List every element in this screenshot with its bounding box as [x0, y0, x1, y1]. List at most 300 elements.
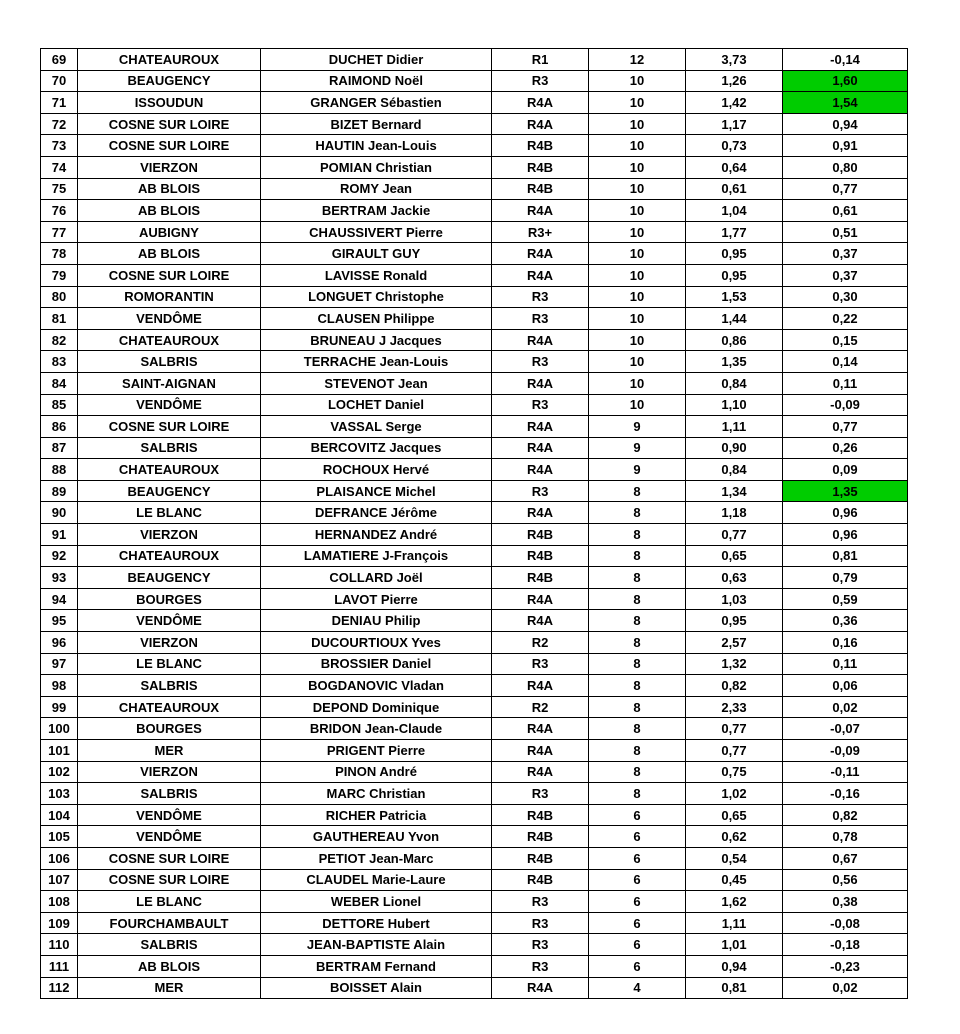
- cell-points: 6: [589, 891, 686, 913]
- cell-club: AB BLOIS: [78, 178, 261, 200]
- cell-rank: 87: [41, 437, 78, 459]
- table-row: [41, 524, 908, 546]
- cell-rank: 93: [41, 567, 78, 589]
- cell-player-name: LAMATIERE J-François: [261, 545, 492, 567]
- cell-delta: 0,80: [783, 156, 908, 178]
- cell-rank: 72: [41, 113, 78, 135]
- cell-club: MER: [78, 740, 261, 762]
- cell-delta: 0,78: [783, 826, 908, 848]
- cell-rank: 101: [41, 740, 78, 762]
- cell-club: FOURCHAMBAULT: [78, 912, 261, 934]
- cell-player-name: BIZET Bernard: [261, 113, 492, 135]
- cell-delta: -0,11: [783, 761, 908, 783]
- cell-category: R3: [492, 955, 589, 977]
- cell-points: 8: [589, 675, 686, 697]
- cell-average: 1,35: [686, 351, 783, 373]
- cell-player-name: TERRACHE Jean-Louis: [261, 351, 492, 373]
- table-row: [41, 675, 908, 697]
- cell-rank: 96: [41, 632, 78, 654]
- cell-category: R4B: [492, 869, 589, 891]
- cell-rank: 84: [41, 372, 78, 394]
- table-row: [41, 416, 908, 438]
- table-row: [41, 783, 908, 805]
- cell-points: 8: [589, 610, 686, 632]
- cell-points: 10: [589, 113, 686, 135]
- cell-rank: 88: [41, 459, 78, 481]
- cell-points: 8: [589, 567, 686, 589]
- cell-player-name: LAVOT Pierre: [261, 588, 492, 610]
- cell-average: 0,95: [686, 264, 783, 286]
- cell-delta: 0,02: [783, 696, 908, 718]
- cell-average: 0,94: [686, 955, 783, 977]
- cell-player-name: ROCHOUX Hervé: [261, 459, 492, 481]
- table-row: [41, 934, 908, 956]
- cell-delta: 0,11: [783, 372, 908, 394]
- cell-rank: 79: [41, 264, 78, 286]
- cell-player-name: COLLARD Joël: [261, 567, 492, 589]
- cell-player-name: BOISSET Alain: [261, 977, 492, 999]
- cell-average: 1,10: [686, 394, 783, 416]
- cell-player-name: PRIGENT Pierre: [261, 740, 492, 762]
- cell-points: 10: [589, 70, 686, 92]
- table-row: [41, 955, 908, 977]
- cell-category: R3: [492, 394, 589, 416]
- cell-category: R4B: [492, 847, 589, 869]
- cell-average: 2,57: [686, 632, 783, 654]
- table-row: [41, 632, 908, 654]
- cell-club: ISSOUDUN: [78, 92, 261, 114]
- cell-club: CHATEAUROUX: [78, 329, 261, 351]
- cell-player-name: POMIAN Christian: [261, 156, 492, 178]
- cell-player-name: CHAUSSIVERT Pierre: [261, 221, 492, 243]
- cell-category: R4B: [492, 156, 589, 178]
- cell-rank: 109: [41, 912, 78, 934]
- cell-category: R4A: [492, 610, 589, 632]
- table-row: [41, 156, 908, 178]
- cell-delta: 0,67: [783, 847, 908, 869]
- cell-average: 1,44: [686, 308, 783, 330]
- cell-category: R4A: [492, 675, 589, 697]
- cell-club: AB BLOIS: [78, 200, 261, 222]
- cell-points: 8: [589, 761, 686, 783]
- cell-delta: 0,51: [783, 221, 908, 243]
- cell-rank: 77: [41, 221, 78, 243]
- cell-average: 1,26: [686, 70, 783, 92]
- cell-points: 8: [589, 545, 686, 567]
- cell-delta: 0,16: [783, 632, 908, 654]
- cell-delta: 0,30: [783, 286, 908, 308]
- table-row: [41, 588, 908, 610]
- cell-player-name: GRANGER Sébastien: [261, 92, 492, 114]
- cell-delta: -0,09: [783, 740, 908, 762]
- cell-club: AB BLOIS: [78, 243, 261, 265]
- table-row: [41, 243, 908, 265]
- cell-club: BEAUGENCY: [78, 480, 261, 502]
- cell-club: CHATEAUROUX: [78, 696, 261, 718]
- cell-category: R1: [492, 49, 589, 71]
- table-row: [41, 718, 908, 740]
- cell-category: R4A: [492, 113, 589, 135]
- cell-club: BOURGES: [78, 718, 261, 740]
- cell-average: 0,82: [686, 675, 783, 697]
- cell-category: R3: [492, 351, 589, 373]
- cell-points: 10: [589, 286, 686, 308]
- cell-average: 0,54: [686, 847, 783, 869]
- cell-category: R4A: [492, 977, 589, 999]
- cell-player-name: LAVISSE Ronald: [261, 264, 492, 286]
- cell-player-name: RAIMOND Noël: [261, 70, 492, 92]
- cell-points: 10: [589, 329, 686, 351]
- cell-category: R3: [492, 891, 589, 913]
- cell-average: 3,73: [686, 49, 783, 71]
- cell-average: 1,02: [686, 783, 783, 805]
- cell-category: R4B: [492, 135, 589, 157]
- cell-average: 0,65: [686, 804, 783, 826]
- cell-delta: -0,23: [783, 955, 908, 977]
- cell-player-name: BOGDANOVIC Vladan: [261, 675, 492, 697]
- cell-category: R4A: [492, 740, 589, 762]
- cell-points: 9: [589, 437, 686, 459]
- cell-rank: 99: [41, 696, 78, 718]
- cell-average: 1,32: [686, 653, 783, 675]
- cell-category: R4B: [492, 567, 589, 589]
- cell-delta: 0,14: [783, 351, 908, 373]
- ranking-table-body: [41, 49, 908, 999]
- cell-player-name: GIRAULT GUY: [261, 243, 492, 265]
- cell-club: SAINT-AIGNAN: [78, 372, 261, 394]
- cell-rank: 100: [41, 718, 78, 740]
- cell-points: 4: [589, 977, 686, 999]
- cell-club: VENDÔME: [78, 308, 261, 330]
- cell-player-name: CLAUSEN Philippe: [261, 308, 492, 330]
- table-row: [41, 308, 908, 330]
- cell-points: 6: [589, 826, 686, 848]
- cell-delta: 0,56: [783, 869, 908, 891]
- cell-category: R4B: [492, 524, 589, 546]
- cell-delta: 0,06: [783, 675, 908, 697]
- cell-category: R2: [492, 632, 589, 654]
- cell-category: R4B: [492, 545, 589, 567]
- cell-club: BOURGES: [78, 588, 261, 610]
- table-row: [41, 610, 908, 632]
- cell-average: 0,81: [686, 977, 783, 999]
- cell-points: 10: [589, 178, 686, 200]
- cell-club: LE BLANC: [78, 891, 261, 913]
- cell-player-name: PETIOT Jean-Marc: [261, 847, 492, 869]
- cell-delta: 0,26: [783, 437, 908, 459]
- cell-delta: 0,94: [783, 113, 908, 135]
- cell-rank: 97: [41, 653, 78, 675]
- cell-club: VENDÔME: [78, 804, 261, 826]
- cell-player-name: JEAN-BAPTISTE Alain: [261, 934, 492, 956]
- cell-category: R3: [492, 934, 589, 956]
- table-row: [41, 502, 908, 524]
- table-row: [41, 113, 908, 135]
- table-row: [41, 869, 908, 891]
- cell-category: R4A: [492, 200, 589, 222]
- cell-average: 0,77: [686, 740, 783, 762]
- cell-points: 8: [589, 740, 686, 762]
- cell-club: SALBRIS: [78, 675, 261, 697]
- cell-delta: 0,79: [783, 567, 908, 589]
- table-row: [41, 437, 908, 459]
- table-row: [41, 977, 908, 999]
- cell-player-name: DETTORE Hubert: [261, 912, 492, 934]
- cell-category: R4A: [492, 264, 589, 286]
- cell-average: 1,04: [686, 200, 783, 222]
- cell-club: AUBIGNY: [78, 221, 261, 243]
- cell-club: VENDÔME: [78, 394, 261, 416]
- cell-points: 8: [589, 783, 686, 805]
- cell-category: R4A: [492, 416, 589, 438]
- cell-rank: 80: [41, 286, 78, 308]
- cell-player-name: DEFRANCE Jérôme: [261, 502, 492, 524]
- cell-delta: 0,02: [783, 977, 908, 999]
- table-row: [41, 351, 908, 373]
- cell-player-name: STEVENOT Jean: [261, 372, 492, 394]
- cell-rank: 76: [41, 200, 78, 222]
- cell-points: 8: [589, 696, 686, 718]
- table-row: [41, 912, 908, 934]
- cell-rank: 111: [41, 955, 78, 977]
- cell-points: 6: [589, 934, 686, 956]
- cell-rank: 106: [41, 847, 78, 869]
- cell-player-name: GAUTHEREAU Yvon: [261, 826, 492, 848]
- cell-average: 0,95: [686, 610, 783, 632]
- table-row: [41, 459, 908, 481]
- table-row: [41, 740, 908, 762]
- cell-delta: -0,16: [783, 783, 908, 805]
- cell-average: 2,33: [686, 696, 783, 718]
- cell-average: 1,77: [686, 221, 783, 243]
- cell-average: 1,01: [686, 934, 783, 956]
- cell-delta: 0,59: [783, 588, 908, 610]
- cell-club: MER: [78, 977, 261, 999]
- cell-player-name: VASSAL Serge: [261, 416, 492, 438]
- cell-points: 6: [589, 955, 686, 977]
- cell-delta: -0,07: [783, 718, 908, 740]
- table-row: [41, 70, 908, 92]
- cell-rank: 81: [41, 308, 78, 330]
- cell-rank: 89: [41, 480, 78, 502]
- cell-average: 1,18: [686, 502, 783, 524]
- cell-delta: 0,11: [783, 653, 908, 675]
- cell-average: 0,45: [686, 869, 783, 891]
- cell-player-name: DUCHET Didier: [261, 49, 492, 71]
- cell-delta: 0,22: [783, 308, 908, 330]
- cell-delta: 0,81: [783, 545, 908, 567]
- cell-player-name: DEPOND Dominique: [261, 696, 492, 718]
- cell-average: 0,65: [686, 545, 783, 567]
- cell-player-name: BROSSIER Daniel: [261, 653, 492, 675]
- cell-delta: 0,77: [783, 416, 908, 438]
- cell-player-name: LOCHET Daniel: [261, 394, 492, 416]
- cell-club: CHATEAUROUX: [78, 49, 261, 71]
- cell-delta: -0,08: [783, 912, 908, 934]
- cell-club: LE BLANC: [78, 653, 261, 675]
- cell-points: 10: [589, 200, 686, 222]
- table-row: [41, 135, 908, 157]
- cell-category: R3: [492, 912, 589, 934]
- cell-average: 0,95: [686, 243, 783, 265]
- table-row: [41, 847, 908, 869]
- cell-delta: 0,38: [783, 891, 908, 913]
- cell-rank: 71: [41, 92, 78, 114]
- cell-delta: 1,60: [783, 70, 908, 92]
- cell-category: R4A: [492, 92, 589, 114]
- cell-points: 10: [589, 156, 686, 178]
- cell-delta: 0,77: [783, 178, 908, 200]
- cell-club: COSNE SUR LOIRE: [78, 135, 261, 157]
- cell-club: SALBRIS: [78, 934, 261, 956]
- cell-rank: 73: [41, 135, 78, 157]
- cell-category: R3: [492, 308, 589, 330]
- cell-player-name: HERNANDEZ André: [261, 524, 492, 546]
- cell-club: VIERZON: [78, 761, 261, 783]
- cell-category: R4A: [492, 372, 589, 394]
- cell-points: 6: [589, 912, 686, 934]
- cell-average: 0,73: [686, 135, 783, 157]
- cell-club: AB BLOIS: [78, 955, 261, 977]
- cell-rank: 85: [41, 394, 78, 416]
- cell-points: 12: [589, 49, 686, 71]
- cell-category: R4A: [492, 437, 589, 459]
- cell-category: R4A: [492, 329, 589, 351]
- cell-points: 10: [589, 308, 686, 330]
- cell-points: 10: [589, 221, 686, 243]
- cell-rank: 74: [41, 156, 78, 178]
- cell-category: R2: [492, 696, 589, 718]
- cell-points: 9: [589, 459, 686, 481]
- cell-delta: 0,91: [783, 135, 908, 157]
- cell-points: 8: [589, 588, 686, 610]
- cell-rank: 112: [41, 977, 78, 999]
- cell-player-name: PINON André: [261, 761, 492, 783]
- cell-club: VENDÔME: [78, 826, 261, 848]
- cell-club: SALBRIS: [78, 783, 261, 805]
- cell-rank: 83: [41, 351, 78, 373]
- cell-player-name: DUCOURTIOUX Yves: [261, 632, 492, 654]
- cell-rank: 69: [41, 49, 78, 71]
- cell-category: R3: [492, 70, 589, 92]
- table-row: [41, 394, 908, 416]
- cell-player-name: BERCOVITZ Jacques: [261, 437, 492, 459]
- cell-club: VIERZON: [78, 632, 261, 654]
- cell-average: 0,90: [686, 437, 783, 459]
- table-row: [41, 329, 908, 351]
- cell-average: 0,64: [686, 156, 783, 178]
- cell-points: 10: [589, 394, 686, 416]
- cell-rank: 90: [41, 502, 78, 524]
- cell-average: 1,42: [686, 92, 783, 114]
- cell-player-name: PLAISANCE Michel: [261, 480, 492, 502]
- cell-category: R4B: [492, 178, 589, 200]
- table-row: [41, 891, 908, 913]
- cell-average: 1,11: [686, 912, 783, 934]
- cell-player-name: LONGUET Christophe: [261, 286, 492, 308]
- cell-rank: 75: [41, 178, 78, 200]
- table-row: [41, 826, 908, 848]
- cell-points: 8: [589, 653, 686, 675]
- table-row: [41, 761, 908, 783]
- cell-delta: 0,96: [783, 524, 908, 546]
- cell-club: BEAUGENCY: [78, 567, 261, 589]
- cell-points: 6: [589, 847, 686, 869]
- cell-average: 0,62: [686, 826, 783, 848]
- cell-average: 1,03: [686, 588, 783, 610]
- cell-average: 0,84: [686, 372, 783, 394]
- cell-delta: 0,37: [783, 243, 908, 265]
- cell-club: COSNE SUR LOIRE: [78, 416, 261, 438]
- cell-average: 0,77: [686, 524, 783, 546]
- cell-rank: 95: [41, 610, 78, 632]
- cell-average: 1,34: [686, 480, 783, 502]
- cell-category: R3: [492, 783, 589, 805]
- cell-average: 0,77: [686, 718, 783, 740]
- cell-rank: 110: [41, 934, 78, 956]
- cell-club: VIERZON: [78, 156, 261, 178]
- ranking-table: [40, 48, 908, 999]
- cell-points: 8: [589, 502, 686, 524]
- cell-club: ROMORANTIN: [78, 286, 261, 308]
- cell-category: R4B: [492, 804, 589, 826]
- cell-club: BEAUGENCY: [78, 70, 261, 92]
- cell-points: 9: [589, 416, 686, 438]
- cell-player-name: BRIDON Jean-Claude: [261, 718, 492, 740]
- cell-club: SALBRIS: [78, 437, 261, 459]
- cell-rank: 82: [41, 329, 78, 351]
- cell-club: COSNE SUR LOIRE: [78, 847, 261, 869]
- table-row: [41, 221, 908, 243]
- cell-points: 10: [589, 351, 686, 373]
- cell-delta: 0,61: [783, 200, 908, 222]
- table-row: [41, 804, 908, 826]
- cell-average: 0,86: [686, 329, 783, 351]
- cell-player-name: ROMY Jean: [261, 178, 492, 200]
- cell-club: COSNE SUR LOIRE: [78, 264, 261, 286]
- cell-category: R4A: [492, 588, 589, 610]
- cell-average: 0,75: [686, 761, 783, 783]
- table-row: [41, 567, 908, 589]
- cell-rank: 108: [41, 891, 78, 913]
- cell-rank: 91: [41, 524, 78, 546]
- table-row: [41, 49, 908, 71]
- cell-category: R3: [492, 286, 589, 308]
- cell-rank: 92: [41, 545, 78, 567]
- cell-club: COSNE SUR LOIRE: [78, 113, 261, 135]
- cell-category: R4A: [492, 502, 589, 524]
- cell-delta: -0,18: [783, 934, 908, 956]
- cell-category: R4A: [492, 761, 589, 783]
- cell-points: 8: [589, 524, 686, 546]
- cell-points: 10: [589, 372, 686, 394]
- cell-player-name: HAUTIN Jean-Louis: [261, 135, 492, 157]
- cell-delta: 0,15: [783, 329, 908, 351]
- cell-player-name: DENIAU Philip: [261, 610, 492, 632]
- cell-average: 0,61: [686, 178, 783, 200]
- cell-points: 10: [589, 264, 686, 286]
- cell-average: 1,53: [686, 286, 783, 308]
- cell-rank: 98: [41, 675, 78, 697]
- cell-points: 6: [589, 804, 686, 826]
- cell-category: R4A: [492, 718, 589, 740]
- cell-delta: -0,09: [783, 394, 908, 416]
- cell-club: CHATEAUROUX: [78, 545, 261, 567]
- cell-rank: 94: [41, 588, 78, 610]
- cell-delta: -0,14: [783, 49, 908, 71]
- table-row: [41, 92, 908, 114]
- table-row: [41, 178, 908, 200]
